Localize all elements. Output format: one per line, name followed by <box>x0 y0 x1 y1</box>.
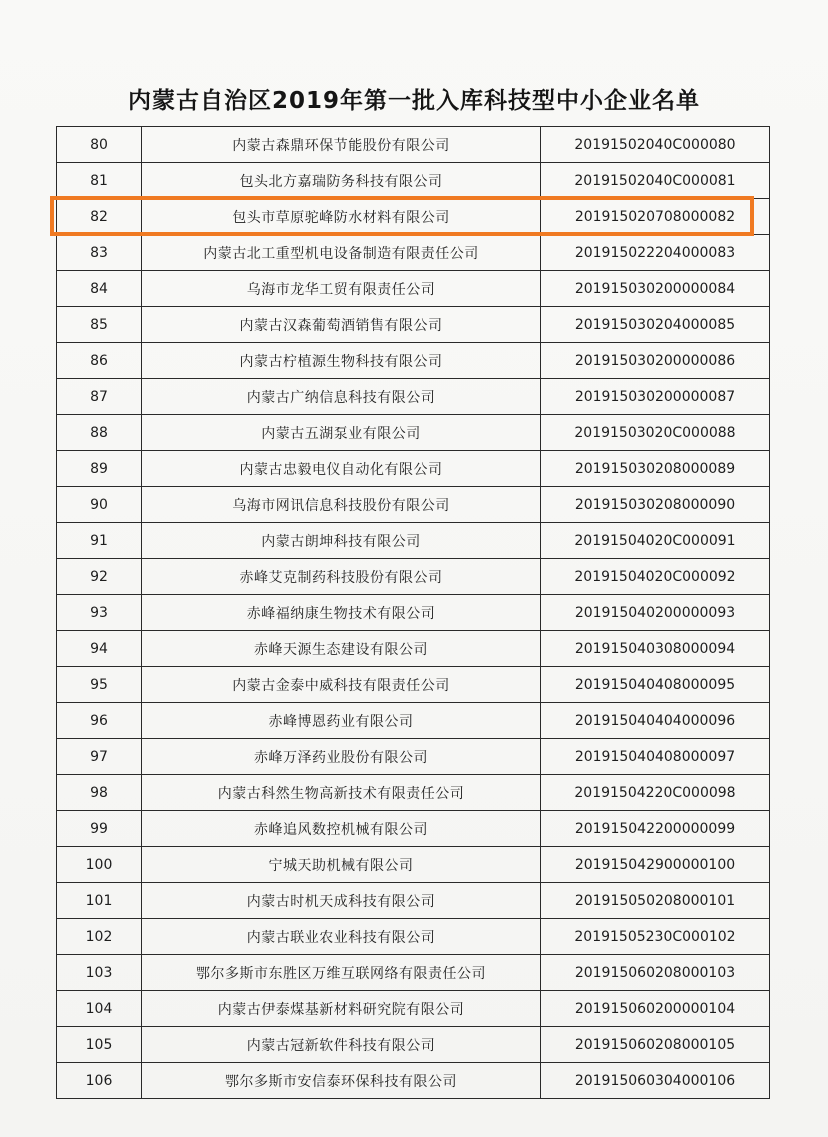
registration-code: 20191504220C000098 <box>541 775 770 811</box>
registration-code: 201915060304000106 <box>541 1063 770 1099</box>
table-row <box>57 343 770 379</box>
company-name: 包头北方嘉瑞防务科技有限公司 <box>142 163 541 199</box>
row-number: 82 <box>57 199 142 235</box>
row-number: 104 <box>57 991 142 1027</box>
table-row <box>57 595 770 631</box>
registration-code: 201915040408000097 <box>541 739 770 775</box>
company-name: 内蒙古冠新软件科技有限公司 <box>142 1027 541 1063</box>
table-row <box>57 775 770 811</box>
row-number: 106 <box>57 1063 142 1099</box>
row-number: 91 <box>57 523 142 559</box>
company-name: 内蒙古忠毅电仪自动化有限公司 <box>142 451 541 487</box>
table-row <box>57 307 770 343</box>
row-number: 86 <box>57 343 142 379</box>
row-number: 85 <box>57 307 142 343</box>
registration-code: 201915042200000099 <box>541 811 770 847</box>
company-name: 内蒙古汉森葡萄酒销售有限公司 <box>142 307 541 343</box>
table-row <box>57 199 770 235</box>
table-row <box>57 919 770 955</box>
table-row <box>57 523 770 559</box>
registration-code: 201915040308000094 <box>541 631 770 667</box>
company-name: 内蒙古联业农业科技有限公司 <box>142 919 541 955</box>
company-name: 赤峰博恩药业有限公司 <box>142 703 541 739</box>
registration-code: 201915060208000105 <box>541 1027 770 1063</box>
registration-code: 201915040200000093 <box>541 595 770 631</box>
company-name: 乌海市龙华工贸有限责任公司 <box>142 271 541 307</box>
company-name: 内蒙古森鼎环保节能股份有限公司 <box>142 127 541 163</box>
registration-code: 201915050208000101 <box>541 883 770 919</box>
company-name: 赤峰福纳康生物技术有限公司 <box>142 595 541 631</box>
table-row <box>57 235 770 271</box>
table-row <box>57 163 770 199</box>
row-number: 80 <box>57 127 142 163</box>
registration-code: 201915030200000084 <box>541 271 770 307</box>
registration-code: 201915060200000104 <box>541 991 770 1027</box>
row-number: 105 <box>57 1027 142 1063</box>
company-name: 赤峰天源生态建设有限公司 <box>142 631 541 667</box>
registration-code: 201915030208000089 <box>541 451 770 487</box>
table-row <box>57 559 770 595</box>
registration-code: 201915040404000096 <box>541 703 770 739</box>
row-number: 90 <box>57 487 142 523</box>
row-number: 81 <box>57 163 142 199</box>
company-name: 赤峰艾克制药科技股份有限公司 <box>142 559 541 595</box>
table-row <box>57 811 770 847</box>
registration-code: 201915042900000100 <box>541 847 770 883</box>
row-number: 102 <box>57 919 142 955</box>
company-name: 宁城天助机械有限公司 <box>142 847 541 883</box>
company-name: 内蒙古科然生物高新技术有限责任公司 <box>142 775 541 811</box>
row-number: 93 <box>57 595 142 631</box>
row-number: 92 <box>57 559 142 595</box>
row-number: 87 <box>57 379 142 415</box>
company-name: 内蒙古北工重型机电设备制造有限责任公司 <box>142 235 541 271</box>
enterprise-table-body <box>57 127 770 1099</box>
company-name: 乌海市网讯信息科技股份有限公司 <box>142 487 541 523</box>
company-name: 内蒙古时机天成科技有限公司 <box>142 883 541 919</box>
registration-code: 201915060208000103 <box>541 955 770 991</box>
registration-code: 20191504020C000091 <box>541 523 770 559</box>
row-number: 89 <box>57 451 142 487</box>
registration-code: 201915020708000082 <box>541 199 770 235</box>
registration-code: 201915040408000095 <box>541 667 770 703</box>
company-name: 内蒙古五湖泵业有限公司 <box>142 415 541 451</box>
table-row <box>57 703 770 739</box>
company-name: 内蒙古朗坤科技有限公司 <box>142 523 541 559</box>
table-row <box>57 955 770 991</box>
table-row <box>57 379 770 415</box>
table-row <box>57 487 770 523</box>
table-row <box>57 991 770 1027</box>
table-row <box>57 631 770 667</box>
enterprise-table <box>56 126 770 1099</box>
table-row <box>57 1063 770 1099</box>
row-number: 101 <box>57 883 142 919</box>
table-row <box>57 883 770 919</box>
row-number: 99 <box>57 811 142 847</box>
registration-code: 201915030204000085 <box>541 307 770 343</box>
company-name: 内蒙古柠植源生物科技有限公司 <box>142 343 541 379</box>
row-number: 103 <box>57 955 142 991</box>
table-row <box>57 667 770 703</box>
row-number: 84 <box>57 271 142 307</box>
row-number: 97 <box>57 739 142 775</box>
registration-code: 20191505230C000102 <box>541 919 770 955</box>
company-name: 内蒙古伊泰煤基新材料研究院有限公司 <box>142 991 541 1027</box>
row-number: 88 <box>57 415 142 451</box>
table-row <box>57 451 770 487</box>
registration-code: 201915030200000087 <box>541 379 770 415</box>
row-number: 100 <box>57 847 142 883</box>
table-row <box>57 415 770 451</box>
company-name: 赤峰追风数控机械有限公司 <box>142 811 541 847</box>
company-name: 内蒙古金泰中威科技有限责任公司 <box>142 667 541 703</box>
table-row <box>57 1027 770 1063</box>
registration-code: 201915022204000083 <box>541 235 770 271</box>
row-number: 83 <box>57 235 142 271</box>
row-number: 98 <box>57 775 142 811</box>
registration-code: 20191502040C000080 <box>541 127 770 163</box>
registration-code: 201915030208000090 <box>541 487 770 523</box>
company-name: 赤峰万泽药业股份有限公司 <box>142 739 541 775</box>
company-name: 内蒙古广纳信息科技有限公司 <box>142 379 541 415</box>
table-row <box>57 739 770 775</box>
row-number: 95 <box>57 667 142 703</box>
registration-code: 20191503020C000088 <box>541 415 770 451</box>
document-title: 内蒙古自治区2019年第一批入库科技型中小企业名单 <box>127 88 700 114</box>
row-number: 94 <box>57 631 142 667</box>
table-row <box>57 271 770 307</box>
registration-code: 20191502040C000081 <box>541 163 770 199</box>
registration-code: 201915030200000086 <box>541 343 770 379</box>
company-name: 鄂尔多斯市安信泰环保科技有限公司 <box>142 1063 541 1099</box>
table-row <box>57 847 770 883</box>
registration-code: 20191504020C000092 <box>541 559 770 595</box>
company-name: 包头市草原驼峰防水材料有限公司 <box>142 199 541 235</box>
company-name: 鄂尔多斯市东胜区万维互联网络有限责任公司 <box>142 955 541 991</box>
table-row <box>57 127 770 163</box>
row-number: 96 <box>57 703 142 739</box>
